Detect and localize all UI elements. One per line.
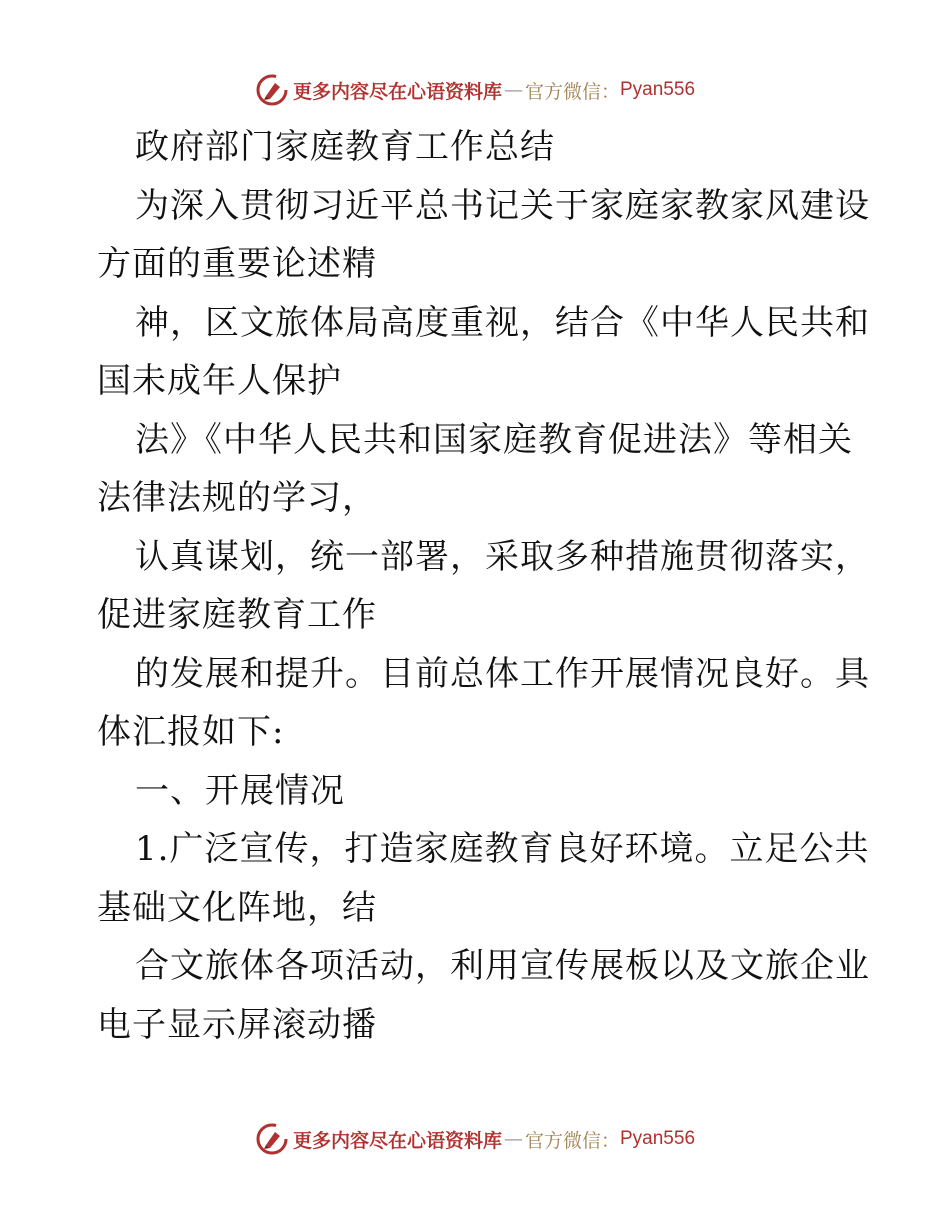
pen-nib-logo-icon bbox=[255, 1122, 289, 1156]
banner-separator: — bbox=[503, 79, 523, 101]
footer-banner bbox=[0, 1119, 950, 1159]
document-title: 政府部门家庭教育工作总结 bbox=[135, 127, 555, 167]
banner-wechat-label: 官方微信： bbox=[524, 1129, 620, 1152]
text-line: 国未成年人保护 bbox=[97, 361, 342, 401]
banner-wechat-id: Pyan556 bbox=[620, 1128, 696, 1149]
banner-text: 更多内容尽在心语资料库 bbox=[292, 80, 502, 103]
banner-separator: — bbox=[503, 1128, 523, 1150]
text-line: 合文旅体各项活动，利用宣传展板以及文旅企业 bbox=[135, 946, 870, 986]
document-body bbox=[97, 118, 870, 1054]
text-line: 电子显示屏滚动播 bbox=[97, 1004, 377, 1045]
text-line: 的发展和提升。目前总体工作开展情况良好。具 bbox=[135, 653, 870, 694]
text-line: 方面的重要论述精 bbox=[97, 244, 377, 284]
text-line: 促进家庭教育工作 bbox=[97, 595, 377, 635]
header-banner bbox=[0, 70, 950, 110]
text-line: 基础文化阵地，结 bbox=[97, 887, 377, 928]
banner-text: 更多内容尽在心语资料库 bbox=[292, 1129, 502, 1152]
text-line: 法》《中华人民共和国家庭教育促进法》等相关 bbox=[135, 419, 853, 460]
text-line: 1.广泛宣传，打造家庭教育良好环境。立足公共 bbox=[135, 829, 870, 869]
banner-wechat-label: 官方微信： bbox=[524, 80, 620, 103]
banner-wechat-id: Pyan556 bbox=[620, 79, 696, 100]
text-line: 为深入贯彻习近平总书记关于家庭家教家风建设 bbox=[135, 185, 870, 226]
text-line: 体汇报如下: bbox=[97, 712, 285, 752]
text-line: 一、开展情况 bbox=[135, 770, 345, 811]
text-line: 法律法规的学习， bbox=[97, 478, 377, 518]
text-line: 认真谋划，统一部署，采取多种措施贯彻落实， bbox=[135, 536, 870, 577]
pen-nib-logo-icon bbox=[255, 73, 289, 107]
text-line: 神，区文旅体局高度重视，结合《中华人民共和 bbox=[135, 302, 870, 343]
